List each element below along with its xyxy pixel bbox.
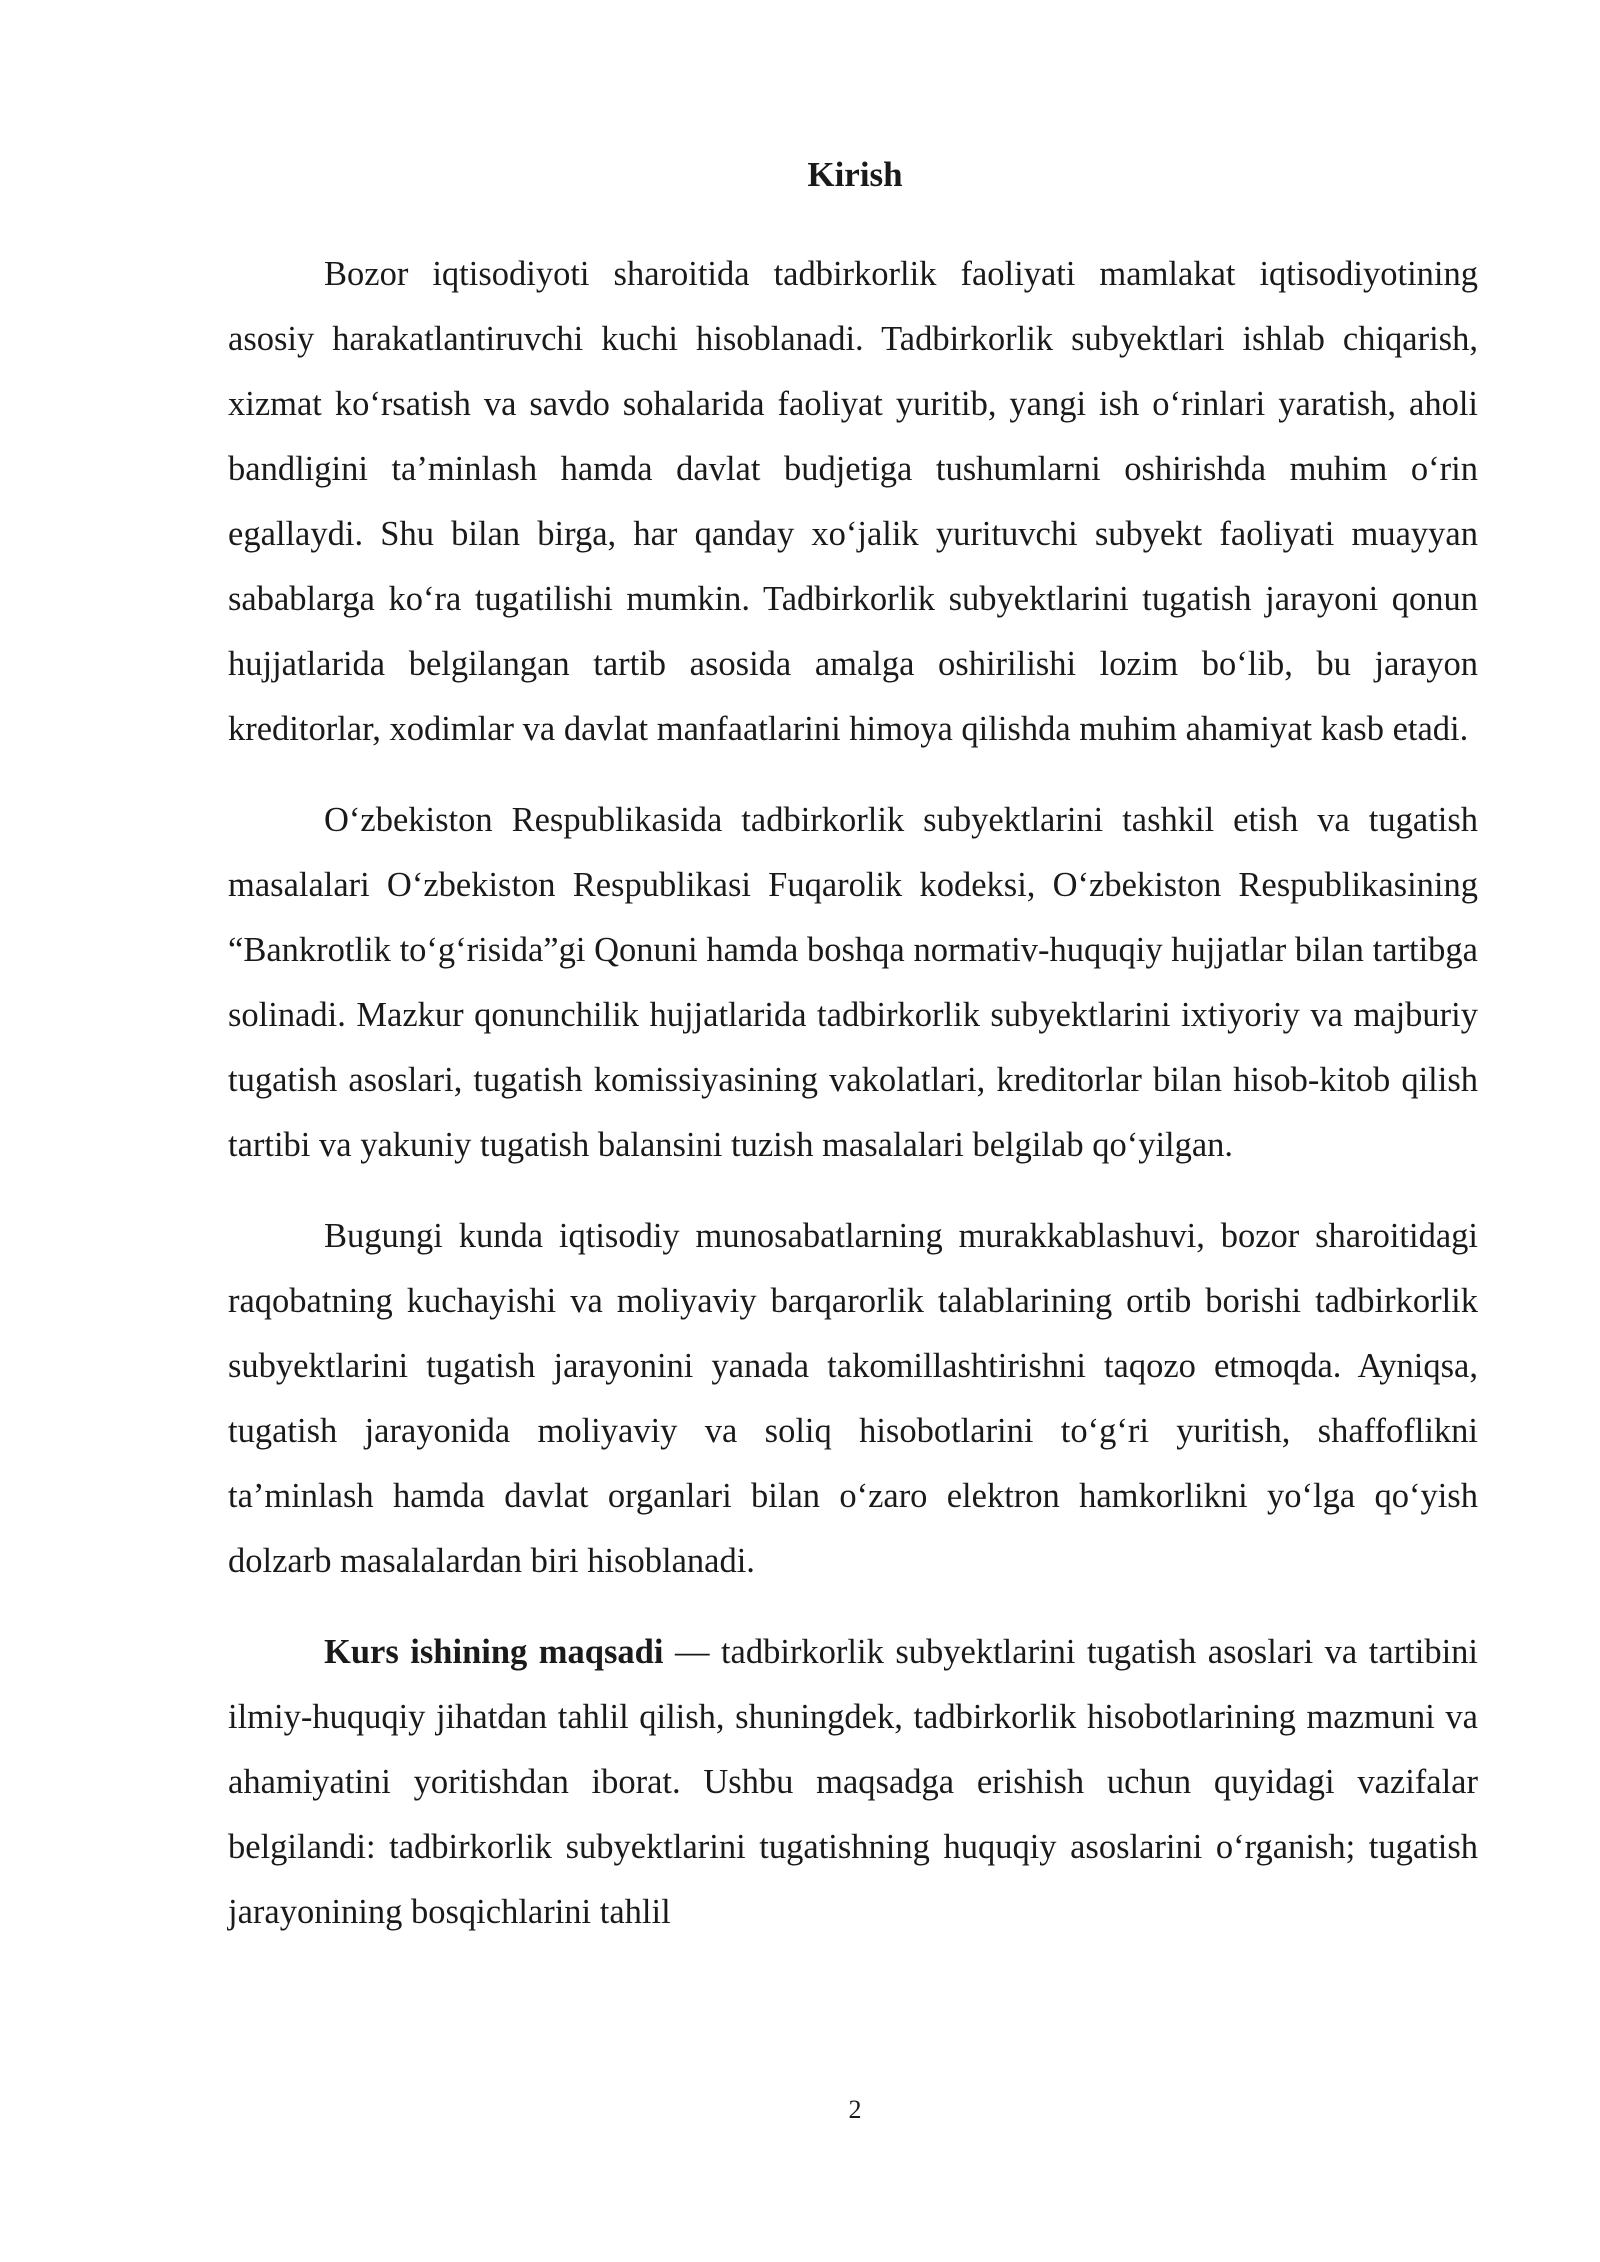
page-title: Kirish [807, 155, 903, 194]
paragraph-1: Bozor iqtisodiyoti sharoitida tadbirkorlik faoliyati mamlakat iqtisodiyotining asosiy harakatlantiruvchi kuchi hisoblanadi. Tadbirkorlik subyektlari ishlab chiqarish, xizmat ko‘rsatish va savdo sohalarida faoliyat yuritib, yangi ish o‘rinlari yaratish, aholi bandligini ta’minlash hamda davlat budjetiga tushumlarni oshirishda muhim o‘rin egallaydi. Shu bilan birga, har qanday xo‘jalik yurituvchi subyekt faoliyati muayyan sabablarga ko‘ra tugatilishi mumkin. Tadbirkorlik subyektlarini tugatish jarayoni qonun hujjatlarida belgilangan tartib asosida amalga oshirilishi lozim bo‘lib, bu jarayon kreditorlar, xodimlar va davlat manfaatlarini himoya qilishda muhim ahamiyat kasb etadi. [228, 255, 1478, 748]
paragraph-4 [228, 1620, 1478, 1945]
paragraph-2: O‘zbekiston Respublikasida tadbirkorlik subyektlarini tashkil etish va tugatish masalalari O‘zbekiston Respublikasi Fuqarolik kodeksi, O‘zbekiston Respublikasining “Bankrotlik to‘g‘risida”gi Qonuni hamda boshqa normativ-huquqiy hujjatlar bilan tartibga solinadi. Mazkur qonunchilik hujjatlarida tadbirkorlik subyektlarini ixtiyoriy va majburiy tugatish asoslari, tugatish komissiyasining vakolatlari, kreditorlar bilan hisob-kitob qilish tartibi va yakuniy tugatish balansini tuzish masalalari belgilab qo‘yilgan. [228, 801, 1478, 1164]
paragraph-lead-phrase: Kurs ishining maqsadi [324, 1633, 664, 1671]
document-body [228, 242, 1478, 1971]
page-number: 2 [848, 2095, 862, 2124]
paragraph-4-text: — tadbirkorlik subyektlarini tugatish asoslari va tartibini ilmiy-huquqiy jihatdan tahlil qilish, shuningdek, tadbirkorlik hisobotlarining mazmuni va ahamiyatini yoritishdan iborat. Ushbu maqsadga erishish uchun quyidagi vazifalar belgilandi: tadbirkorlik subyektlarini tugatishning huquqiy asoslarini o‘rganish; tugatish jarayonining bosqichlarini tahlil [228, 1633, 1478, 1931]
paragraph-3: Bugungi kunda iqtisodiy munosabatlarning murakkablashuvi, bozor sharoitidagi raqobatning kuchayishi va moliyaviy barqarorlik talablarining ortib borishi tadbirkorlik subyektlarini tugatish jarayonini yanada takomillashtirishni taqozo etmoqda. Ayniqsa, tugatish jarayonida moliyaviy va soliq hisobotlarini to‘g‘ri yuritish, shaffoflikni ta’minlash hamda davlat organlari bilan o‘zaro elektron hamkorlikni yo‘lga qo‘yish dolzarb masalalardan biri hisoblanadi. [228, 1217, 1478, 1580]
